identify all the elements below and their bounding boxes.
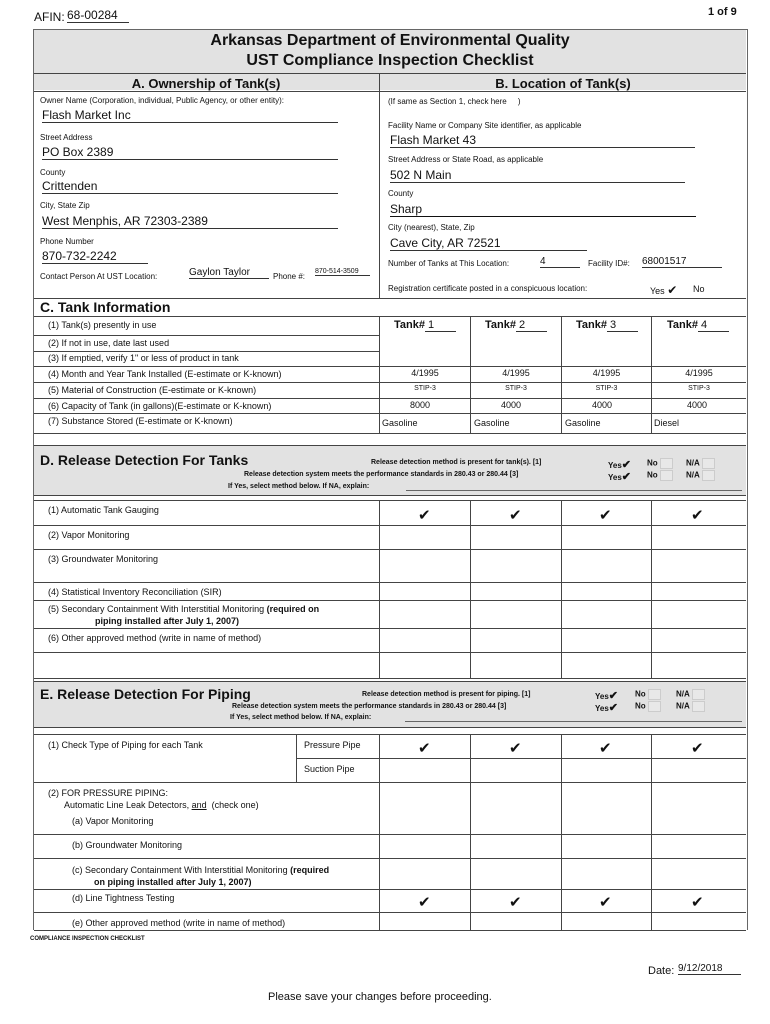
d-row-6: (6) Other approved method (write in name of method): [48, 633, 262, 643]
date-label: Date:: [648, 965, 675, 977]
e-ltt-tank-1-check[interactable]: ✔: [418, 893, 431, 911]
e-ltt-tank-4-check[interactable]: ✔: [691, 893, 704, 911]
d-question-2: Release detection system meets the performance standards in 280.43 or 280.44 [3]: [244, 471, 519, 478]
tank-4-capacity[interactable]: 4000: [686, 400, 708, 410]
d-q2-na[interactable]: N/A: [686, 470, 715, 481]
tank-3-header: Tank# 3: [576, 319, 638, 332]
owner-field[interactable]: Flash Market Inc: [42, 108, 338, 123]
facility-id-label: Facility ID#:: [588, 259, 630, 268]
tank-2-capacity[interactable]: 4000: [500, 400, 522, 410]
e-row-a: (a) Vapor Monitoring: [72, 816, 154, 826]
d-q2-no[interactable]: No: [647, 470, 673, 481]
section-a-title: A. Ownership of Tank(s): [131, 76, 281, 91]
e-pressure-tank-3-check[interactable]: ✔: [599, 739, 612, 757]
tank-4-material[interactable]: STIP-3: [688, 385, 710, 392]
contact-field[interactable]: Gaylon Taylor: [189, 267, 269, 279]
d-row-5-line2: piping installed after July 1, 2007): [95, 616, 240, 626]
city-field[interactable]: West Menphis, AR 72303-2389: [42, 214, 338, 229]
page-number: 1 of 9: [708, 6, 737, 18]
c-row-7: (7) Substance Stored (E-estimate or K-known): [48, 416, 233, 426]
c-row-3: (3) If emptied, verify 1" or less of product in tank: [48, 353, 239, 363]
c-row-6: (6) Capacity of Tank (in gallons)(E-estimate or K-known): [48, 401, 272, 411]
pressure-pipe-label: Pressure Pipe: [304, 740, 361, 750]
d-atg-tank-4-check[interactable]: ✔: [691, 506, 704, 524]
save-note: Please save your changes before proceeding.: [268, 991, 492, 1003]
e-question-2: Release detection system meets the performance standards in 280.43 or 280.44 [3]: [232, 703, 507, 710]
tank-2-header: Tank# 2: [485, 319, 547, 332]
d-row-1: (1) Automatic Tank Gauging: [48, 505, 159, 515]
facility-label: Facility Name or Company Site identifier, as applicable: [388, 121, 582, 130]
d-q1-yes[interactable]: Yes✔: [608, 459, 632, 471]
d-atg-tank-1-check[interactable]: ✔: [418, 506, 431, 524]
tank-1-installed[interactable]: 4/1995: [411, 368, 439, 378]
phone-label: Phone Number: [40, 237, 94, 246]
d-atg-tank-2-check[interactable]: ✔: [509, 506, 522, 524]
location-county-label: County: [388, 189, 414, 198]
e-row-e: (e) Other approved method (write in name of method): [72, 918, 286, 928]
afin-label: AFIN:: [34, 10, 65, 24]
same-as-note: (If same as Section 1, check here ): [388, 97, 521, 106]
e-row-c-line2: on piping installed after July 1, 2007): [94, 877, 252, 887]
contact-label: Contact Person At UST Location:: [40, 272, 158, 281]
num-tanks-field[interactable]: 4: [540, 256, 580, 268]
e-row-d: (d) Line Tightness Testing: [72, 893, 175, 903]
e-row-1: (1) Check Type of Piping for each Tank: [48, 740, 203, 750]
form-subtitle: UST Compliance Inspection Checklist: [246, 52, 534, 69]
facility-id-field[interactable]: 68001517: [642, 256, 722, 268]
e-question-3: If Yes, select method below. If NA, explain:: [230, 714, 372, 721]
c-row-2: (2) If not in use, date last used: [48, 338, 170, 348]
e-ltt-tank-3-check[interactable]: ✔: [599, 893, 612, 911]
tank-1-capacity[interactable]: 8000: [409, 400, 431, 410]
section-c-title: C. Tank Information: [40, 299, 171, 315]
d-row-5: (5) Secondary Containment With Interstitial Monitoring (required on: [48, 604, 320, 614]
tank-3-installed[interactable]: 4/1995: [592, 368, 621, 378]
tank-3-substance[interactable]: Gasoline: [565, 418, 601, 428]
d-row-3: (3) Groundwater Monitoring: [48, 554, 159, 564]
tank-1-substance[interactable]: Gasoline: [382, 418, 418, 428]
e-question-1: Release detection method is present for piping. [1]: [362, 691, 531, 698]
d-row-4: (4) Statistical Inventory Reconciliation (SIR): [48, 587, 222, 597]
c-row-4: (4) Month and Year Tank Installed (E-estimate or K-known): [48, 369, 282, 379]
num-tanks-label: Number of Tanks at This Location:: [388, 259, 510, 268]
street-field[interactable]: PO Box 2389: [42, 145, 338, 160]
e-pressure-tank-4-check[interactable]: ✔: [691, 739, 704, 757]
e-q2-na[interactable]: N/A: [676, 701, 705, 712]
registration-label: Registration certificate posted in a conspicuous location:: [388, 284, 588, 293]
section-b-title: B. Location of Tank(s): [495, 76, 631, 91]
tank-4-substance[interactable]: Diesel: [654, 418, 680, 428]
tank-3-material[interactable]: STIP-3: [595, 385, 618, 392]
checklist-footer-label: COMPLIANCE INSPECTION CHECKLIST: [30, 936, 145, 942]
tank-3-capacity[interactable]: 4000: [591, 400, 613, 410]
tank-1-material[interactable]: STIP-3: [414, 385, 436, 392]
location-city-label: City (nearest), State, Zip: [388, 223, 475, 232]
e-q1-no[interactable]: No: [635, 689, 661, 700]
location-street-field[interactable]: 502 N Main: [390, 168, 685, 183]
d-question-3: If Yes, select method below. If NA, explain:: [228, 483, 370, 490]
section-d-title: D. Release Detection For Tanks: [40, 452, 249, 468]
e-q1-yes[interactable]: Yes✔: [595, 690, 619, 702]
d-row-2: (2) Vapor Monitoring: [48, 530, 130, 540]
e-q2-yes[interactable]: Yes✔: [595, 702, 619, 714]
facility-field[interactable]: Flash Market 43: [390, 133, 695, 148]
e-row-2-detail: Automatic Line Leak Detectors, and (check one): [64, 800, 259, 810]
e-row-b: (b) Groundwater Monitoring: [72, 840, 183, 850]
tank-4-header: Tank# 4: [667, 319, 729, 332]
e-row-c: (c) Secondary Containment With Interstitial Monitoring (required: [72, 865, 330, 875]
county-field[interactable]: Crittenden: [42, 179, 338, 194]
location-street-label: Street Address or State Road, as applicable: [388, 155, 544, 164]
e-ltt-tank-2-check[interactable]: ✔: [509, 893, 522, 911]
e-q1-na[interactable]: N/A: [676, 689, 705, 700]
e-pressure-tank-2-check[interactable]: ✔: [509, 739, 522, 757]
e-row-2: (2) FOR PRESSURE PIPING:: [48, 788, 169, 798]
c-row-5: (5) Material of Construction (E-estimate or K-known): [48, 385, 257, 395]
d-q2-yes[interactable]: Yes✔: [608, 471, 632, 483]
suction-pipe-label: Suction Pipe: [304, 764, 355, 774]
section-e-title: E. Release Detection For Piping: [40, 686, 251, 702]
contact-phone-label: Phone #:: [273, 272, 306, 281]
tank-2-installed[interactable]: 4/1995: [502, 368, 530, 378]
location-city-field[interactable]: Cave City, AR 72521: [390, 236, 587, 251]
c-row-1: (1) Tank(s) presently in use: [48, 320, 157, 330]
tank-4-installed[interactable]: 4/1995: [685, 368, 713, 378]
street-label: Street Address: [40, 133, 93, 142]
form-title: Arkansas Department of Environmental Quality: [210, 32, 570, 49]
tank-2-material[interactable]: STIP-3: [505, 385, 527, 392]
owner-label: Owner Name (Corporation, individual, Public Agency, or other entity):: [40, 96, 284, 105]
d-q1-no[interactable]: No: [647, 458, 673, 469]
city-label: City, State Zip: [40, 201, 90, 210]
contact-phone-field[interactable]: 870-514-3509: [315, 268, 370, 276]
d-question-1: Release detection method is present for tank(s). [1]: [371, 459, 542, 466]
registration-no[interactable]: No: [693, 284, 705, 294]
e-q2-no[interactable]: No: [635, 701, 661, 712]
location-county-field[interactable]: Sharp: [390, 202, 696, 217]
phone-field[interactable]: 870-732-2242: [42, 249, 148, 264]
registration-yes[interactable]: Yes ✔: [650, 283, 678, 297]
d-atg-tank-3-check[interactable]: ✔: [599, 506, 612, 524]
county-label: County: [40, 168, 66, 177]
tank-2-substance[interactable]: Gasoline: [474, 418, 510, 428]
date-field[interactable]: 9/12/2018: [678, 963, 741, 975]
d-q1-na[interactable]: N/A: [686, 458, 715, 469]
tank-1-header: Tank# 1: [394, 319, 456, 332]
afin-value[interactable]: 68-00284: [67, 8, 129, 23]
e-pressure-tank-1-check[interactable]: ✔: [418, 739, 431, 757]
